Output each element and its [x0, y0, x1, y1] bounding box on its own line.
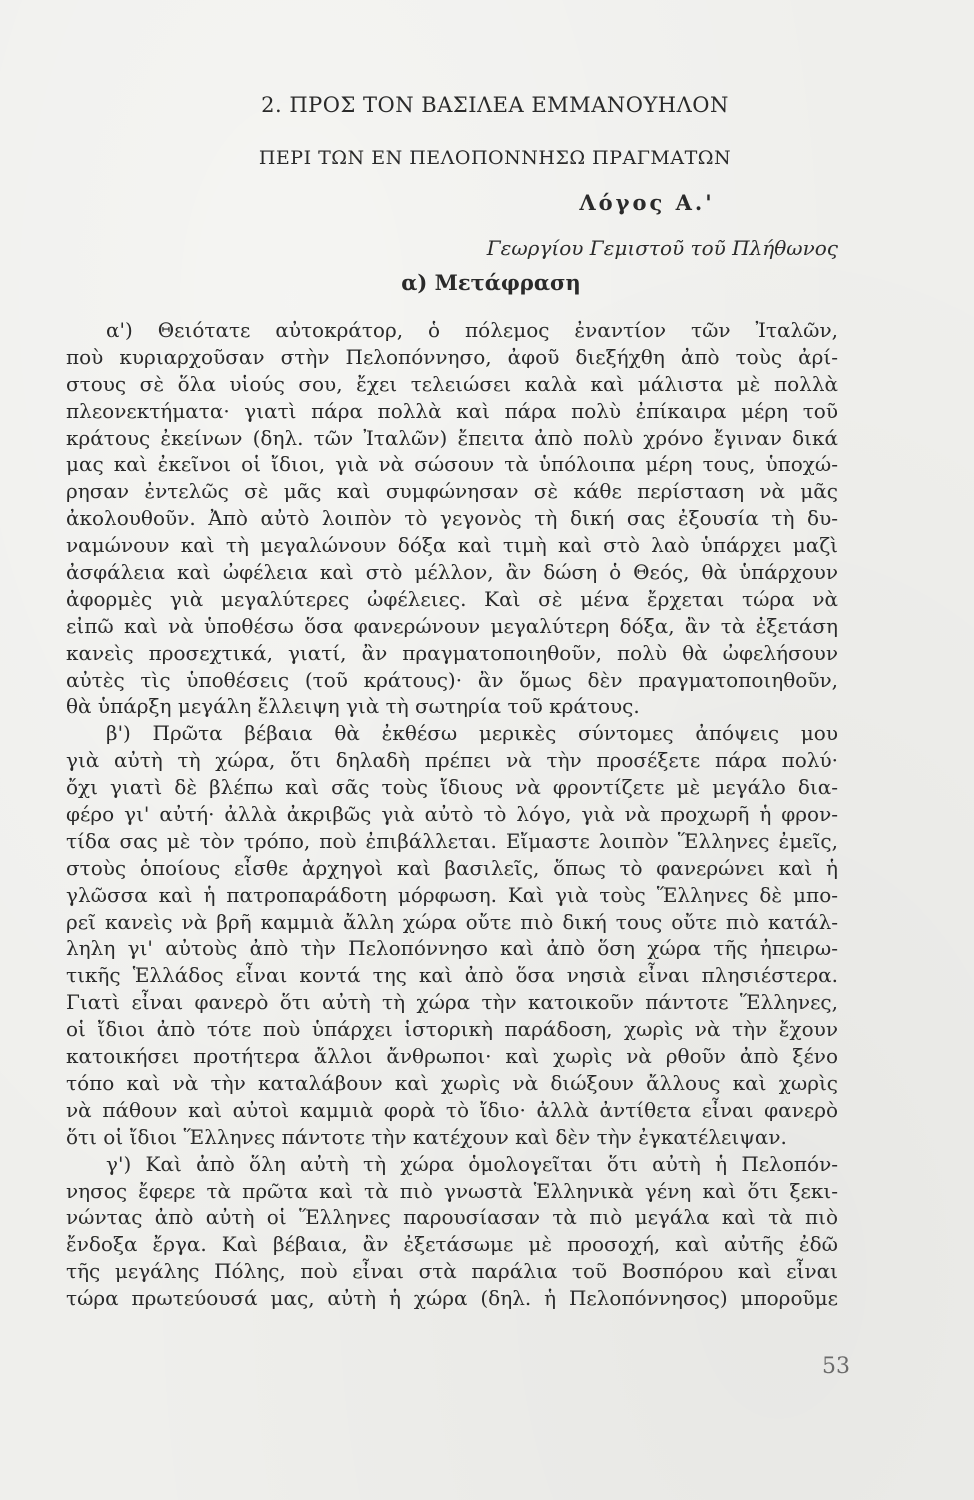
- text-line: θὰ ὑπάρξη μεγάλη ἔλλειψη γιὰ τὴ σωτηρία τοῦ κράτους.: [66, 694, 640, 719]
- text-line: γλῶσσα καὶ ἡ πατροπαράδοτη μόρφωση. Καὶ γιὰ τοὺς Ἕλληνες δὲ μπο-: [66, 882, 838, 907]
- text-line: Γιατὶ εἶναι φανερὸ ὅτι αὐτὴ τὴ χώρα τὴν κατοικοῦν πάντοτε Ἕλληνες,: [66, 990, 838, 1015]
- text-line: β') Πρῶτα βέβαια θὰ ἐκθέσω μερικὲς σύντομες ἀπόψεις μου: [106, 721, 838, 746]
- author-attribution: Γεωργίου Γεμιστοῦ τοῦ Πλήθωνος: [486, 236, 838, 260]
- text-line: ἀφορμὲς γιὰ μεγαλύτερες ὠφέλειες. Καὶ σὲ μένα ἔρχεται τώρα νὰ: [66, 586, 838, 611]
- text-line: τικῆς Ἑλλάδος εἶναι κοντά της καὶ ἀπὸ ὅσα νησιὰ εἶναι πλησιέστερα.: [66, 963, 838, 988]
- speech-heading: Λόγος Α.': [579, 190, 715, 215]
- text-line: ποὺ κυριαρχοῦσαν στὴν Πελοπόννησο, ἀφοῦ διεξήχθη ἀπὸ τοὺς ἀρί-: [66, 344, 838, 369]
- text-line: οἱ ἴδιοι ἀπὸ τότε ποὺ ὑπάρχει ἱστορικὴ παράδοση, χωρὶς νὰ τὴν ἔχουν: [66, 1017, 838, 1042]
- text-line: γ') Καὶ ἀπὸ ὅλη αὐτὴ τὴ χώρα ὁμολογεῖται ὅτι αὐτὴ ἡ Πελοπόν-: [106, 1151, 838, 1176]
- text-line: ρεῖ κανεὶς νὰ βρῆ καμμιὰ ἄλλη χώρα οὔτε πιὸ δική τους οὔτε πιὸ κατάλ-: [66, 909, 838, 934]
- text-line: νὰ πάθουν καὶ αὐτοὶ καμμιὰ φορὰ τὸ ἴδιο· ἀλλὰ ἀντίθετα εἶναι φανερὸ: [66, 1097, 838, 1122]
- text-line: τῆς μεγάλης Πόλης, ποὺ εἶναι στὰ παράλια τοῦ Βοσπόρου καὶ εἶναι: [66, 1259, 838, 1284]
- text-line: κράτους ἐκείνων (δηλ. τῶν Ἰταλῶν) ἔπειτα ἀπὸ πολὺ χρόνο ἔγιναν δικά: [66, 425, 838, 450]
- text-line: νησος ἔφερε τὰ πρῶτα καὶ τὰ πιὸ γνωστὰ Ἑλληνικὰ γένη καὶ ὅτι ξεκι-: [66, 1178, 838, 1203]
- text-line: στους σὲ ὅλα υἱούς σου, ἔχει τελειώσει καλὰ καὶ μάλιστα μὲ πολλὰ: [66, 371, 838, 396]
- text-line: κατοικήσει προτήτερα ἄλλοι ἄνθρωποι· καὶ χωρὶς νὰ ρθοῦν ἀπὸ ξένο: [66, 1044, 838, 1069]
- text-line: ληλη γι' αὐτοὺς ἀπὸ τὴν Πελοπόννησο καὶ ἀπὸ ὅση χώρα τῆς ἠπειρω-: [66, 936, 838, 961]
- text-line: φέρο γι' αὐτή· ἀλλὰ ἀκριβῶς γιὰ αὐτὸ τὸ λόγο, γιὰ νὰ προχωρῆ ἡ φρον-: [66, 802, 838, 827]
- text-line: ἀσφάλεια καὶ ὠφέλεια καὶ στὸ μέλλον, ἂν δώση ὁ Θεός, θὰ ὑπάρχουν: [66, 560, 838, 585]
- text-line: τίδα σας μὲ τὸν τρόπο, ποὺ ἐπιβάλλεται. Εἴμαστε λοιπὸν Ἕλληνες ἐμεῖς,: [66, 828, 838, 853]
- text-line: αὐτὲς τὶς ὑποθέσεις (τοῦ κράτους)· ἂν ὅμως δὲν πραγματοποιηθοῦν,: [66, 667, 838, 692]
- text-line: α') Θειότατε αὐτοκράτορ, ὁ πόλεμος ἐναντίον τῶν Ἰταλῶν,: [106, 318, 838, 342]
- text-line: ναμώνουν καὶ τὴ μεγαλώνουν δόξα καὶ τιμὴ καὶ στὸ λαὸ ὑπάρχει μαζὶ: [66, 533, 838, 558]
- text-line: μας καὶ ἐκεῖνοι οἱ ἴδιοι, γιὰ νὰ σώσουν τὰ ὑπόλοιπα μέρη τους, ὑποχώ-: [66, 452, 838, 477]
- text-line: τώρα πρωτεύουσά μας, αὐτὴ ἡ χώρα (δηλ. ἡ Πελοπόννησος) μποροῦμε: [66, 1286, 838, 1311]
- text-line: ἔνδοξα ἔργα. Καὶ βέβαια, ἂν ἐξετάσωμε μὲ προσοχή, καὶ αὐτῆς ἐδῶ: [66, 1232, 838, 1257]
- body-text: [66, 317, 838, 1312]
- text-line: ρησαν ἐντελῶς σὲ μᾶς καὶ συμφώνησαν σὲ κάθε περίσταση νὰ μᾶς: [66, 479, 838, 504]
- text-line: πλεονεκτήματα· γιατὶ πάρα πολλὰ καὶ πάρα πολὺ ἐπίκαιρα μέρη τοῦ: [66, 398, 838, 423]
- chapter-title: 2. ΠΡΟΣ ΤΟΝ ΒΑΣΙΛΕΑ ΕΜΜΑΝΟΥΗΛΟΝ: [261, 93, 729, 117]
- text-line: ὅτι οἱ ἴδιοι Ἕλληνες πάντοτε τὴν κατέχουν καὶ δὲν τὴν ἐγκατέλειψαν.: [66, 1124, 787, 1149]
- text-line: γιὰ αὐτὴ τὴ χώρα, ὅτι δηλαδὴ πρέπει νὰ τὴν προσέξετε πάρα πολύ·: [66, 748, 838, 773]
- text-line: στοὺς ὁποίους εἶσθε ἀρχηγοὶ καὶ βασιλεῖς, ὅπως τὸ φανερώνει καὶ ἡ: [66, 855, 838, 880]
- text-line: νώντας ἀπὸ αὐτὴ οἱ Ἕλληνες παρουσίασαν τὰ πιὸ μεγάλα καὶ τὰ πιὸ: [66, 1205, 838, 1230]
- text-line: ἀκολουθοῦν. Ἀπὸ αὐτὸ λοιπὸν τὸ γεγονὸς τὴ δική σας ἐξουσία τὴ δυ-: [66, 506, 838, 531]
- page-number: 53: [822, 1354, 850, 1379]
- text-line: τόπο καὶ νὰ τὴν καταλάβουν καὶ χωρὶς νὰ διώξουν ἄλλους καὶ χωρὶς: [66, 1070, 838, 1095]
- text-line: κανεὶς προσεχτικά, γιατί, ἂν πραγματοποιηθοῦν, πολὺ θὰ ὠφελήσουν: [66, 640, 838, 665]
- text-line: εἰπῶ καὶ νὰ ὑποθέσω ὅσα φανερώνουν μεγαλύτερη δόξα, ἂν τὰ ἐξετάση: [66, 613, 838, 638]
- translation-heading: α) Μετάφραση: [401, 270, 581, 295]
- chapter-subtitle: ΠΕΡΙ ΤΩΝ ΕΝ ΠΕΛΟΠΟΝΝΗΣΩ ΠΡΑΓΜΑΤΩΝ: [258, 147, 732, 169]
- text-line: ὄχι γιατὶ δὲ βλέπω καὶ σᾶς τοὺς ἴδιους νὰ φροντίζετε μὲ μεγάλο δια-: [66, 775, 838, 800]
